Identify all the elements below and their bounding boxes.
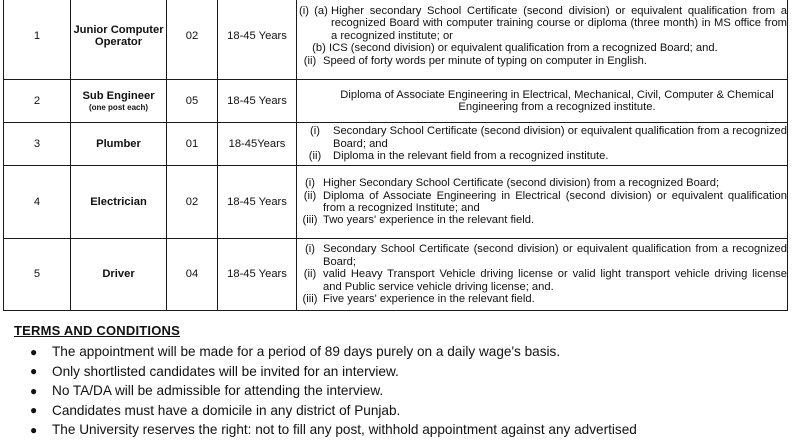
item-marker: (ii) — [303, 268, 317, 281]
qualification-cell — [297, 166, 788, 239]
post-name: Sub Engineer — [82, 90, 155, 103]
item-marker: (iii) — [302, 293, 318, 306]
bullet-icon: ● — [30, 422, 38, 437]
qualification-item — [297, 243, 787, 268]
post-note: (one post each) — [88, 102, 149, 112]
list-item — [14, 420, 784, 440]
qualification-item — [297, 177, 787, 189]
item-text: Higher Secondary School Certificate (second division) from a recognized Board; — [323, 177, 720, 190]
term-text: The University reserves the right: not to fill any post, withhold appointment against any advertised — [52, 422, 637, 438]
list-item — [14, 381, 784, 401]
item-marker: (ii) — [303, 54, 317, 67]
qualification-item — [297, 293, 787, 305]
qualification-item — [297, 214, 787, 226]
post-name: Electrician — [71, 166, 167, 239]
number-of-posts: 04 — [167, 239, 218, 311]
bullet-icon: ● — [30, 344, 38, 359]
qualification-item — [297, 150, 787, 162]
sub-marker: (b) — [312, 42, 326, 55]
item-text: Diploma of Associate Engineering in Electrical (second division) or equivalent qualification from a recognized Institute; and — [323, 189, 787, 214]
item-text: Secondary School Certificate (second division) or equivalent qualification from a recognized Board; — [323, 243, 787, 268]
table-row — [4, 123, 788, 166]
bullet-icon: ● — [30, 364, 38, 379]
bullet-icon: ● — [30, 403, 38, 418]
item-marker: (ii) — [308, 150, 322, 163]
qualification-item — [297, 125, 787, 150]
item-marker: (ii) — [303, 189, 317, 202]
item-text: ICS (second division) or equivalent qualification from a recognized Board; and. — [329, 42, 718, 55]
item-text: Higher secondary School Certificate (second division) or equivalent qualification from a recognized Board with computer training course or diploma (three month) in MS office from a recognized institute; or — [331, 4, 787, 42]
number-of-posts: 02 — [167, 0, 218, 80]
list-item — [14, 362, 784, 382]
item-text: Two years' experience in the relevant field. — [323, 214, 535, 227]
serial-number: 2 — [4, 80, 71, 123]
qualification-cell — [297, 80, 788, 123]
terms-title: TERMS AND CONDITIONS — [14, 323, 181, 338]
qualification-cell — [297, 239, 788, 311]
number-of-posts: 05 — [167, 80, 218, 123]
list-item — [14, 401, 784, 421]
number-of-posts: 02 — [167, 166, 218, 239]
post-name: Driver — [71, 239, 167, 311]
table-row — [4, 239, 788, 311]
age-limit: 18-45 Years — [218, 80, 297, 123]
post-name-cell — [71, 80, 167, 123]
terms-section — [14, 323, 784, 440]
serial-number: 4 — [4, 166, 71, 239]
term-text: Only shortlisted candidates will be invited for an interview. — [52, 363, 399, 379]
term-text: The appointment will be made for a period of 89 days purely on a daily wage's basis. — [52, 344, 561, 360]
qualification-item — [297, 5, 787, 42]
list-item — [14, 342, 784, 362]
item-marker: (i) — [299, 4, 309, 17]
item-marker: (iii) — [302, 214, 318, 227]
item-text: Five years' experience in the relevant field. — [323, 293, 535, 306]
item-marker: (i) — [310, 125, 320, 138]
qualification-cell — [297, 0, 788, 80]
term-text: Candidates must have a domicile in any district of Punjab. — [52, 402, 401, 418]
terms-list — [14, 342, 784, 440]
item-text: Secondary School Certificate (second division) or equivalent qualification from a recognized Board; and — [333, 125, 787, 150]
term-text: No TA/DA will be admissible for attending the interview. — [52, 383, 384, 399]
age-limit: 18-45 Years — [218, 239, 297, 311]
item-text: Speed of forty words per minute of typing on computer in English. — [323, 54, 647, 67]
item-text: Diploma of Associate Engineering in Electrical, Mechanical, Civil, Computer & Chemical Engineering from a recognized institute. — [340, 88, 774, 113]
table-row — [4, 166, 788, 239]
serial-number: 5 — [4, 239, 71, 311]
qualification-item — [297, 55, 787, 67]
age-limit: 18-45 Years — [218, 0, 297, 80]
serial-number: 3 — [4, 123, 71, 166]
bullet-icon: ● — [30, 383, 38, 398]
post-name: Plumber — [71, 123, 167, 166]
item-marker: (i) — [305, 243, 315, 256]
age-limit: 18-45 Years — [218, 166, 297, 239]
post-name: Junior Computer Operator — [71, 0, 167, 80]
item-text: valid Heavy Transport Vehicle driving license or valid light transport vehicle driving license and Public service vehicle driving license; and. — [323, 268, 787, 293]
table-row — [4, 80, 788, 123]
sub-marker: (a) — [314, 4, 328, 17]
item-text: Diploma in the relevant field from a recognized institute. — [333, 150, 609, 163]
item-marker: (i) — [305, 177, 315, 190]
posts-table — [3, 0, 788, 311]
serial-number: 1 — [4, 0, 71, 80]
table-row — [4, 0, 788, 80]
qualification-item — [297, 190, 787, 215]
age-limit: 18-45Years — [218, 123, 297, 166]
qualification-item — [297, 268, 787, 293]
qualification-item — [297, 42, 787, 54]
number-of-posts: 01 — [167, 123, 218, 166]
qualification-cell — [297, 123, 788, 166]
